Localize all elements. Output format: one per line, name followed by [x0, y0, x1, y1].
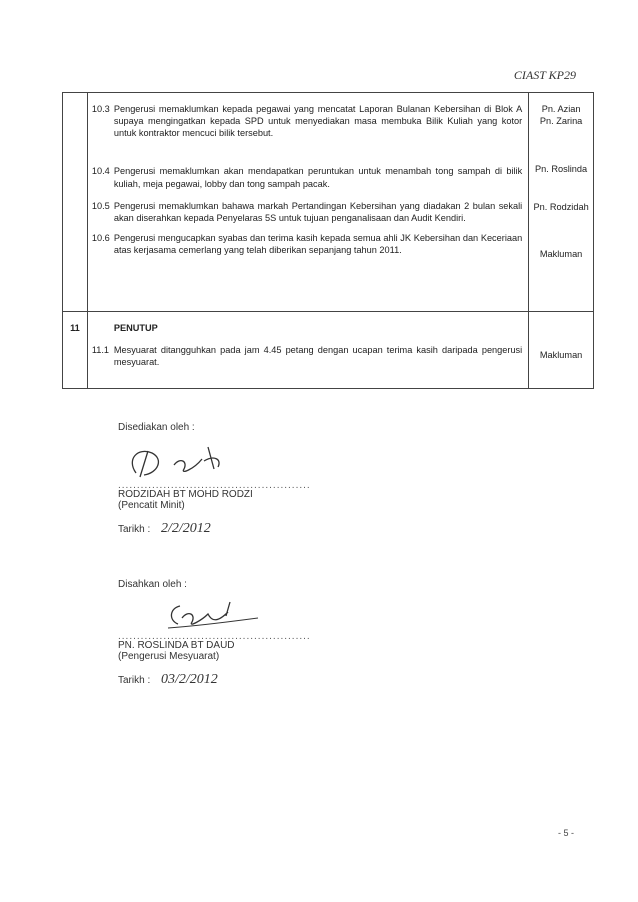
signature-image: [118, 439, 258, 483]
section-title: PENUTUP: [113, 323, 158, 333]
approver-name: PN. ROSLINDA BT DAUD: [118, 640, 235, 651]
minutes-table: [62, 92, 594, 389]
section-number-cell: [63, 312, 88, 389]
prepared-by-block: [118, 422, 311, 537]
list-item: [92, 232, 522, 256]
table-row: [63, 93, 594, 312]
approver-role: (Pengerusi Mesyuarat): [118, 651, 220, 662]
section-number-cell: [63, 93, 88, 312]
preparer-name: RODZIDAH BT MOHD RODZI: [118, 489, 253, 500]
item-number: 10.3: [91, 104, 110, 114]
approver-date-row: [118, 672, 311, 688]
content-cell: [87, 93, 528, 312]
responsible-group: [529, 248, 593, 260]
page-number: - 5 -: [557, 828, 574, 838]
date-label: Tarikh :: [118, 524, 151, 535]
responsible-person: Pn. Roslinda: [535, 164, 588, 175]
responsible-group: [529, 103, 593, 127]
table-row: [63, 312, 594, 389]
preparer-role: (Pencatit Minit): [118, 500, 185, 511]
approver-date: 03/2/2012: [161, 672, 218, 687]
item-text: Pengerusi memaklumkan akan mendapatkan peruntukan untuk menambah tong sampah di bilik kuliah, meja pegawai, lobby dan tong sampah pacak.: [113, 166, 523, 189]
item-number: 10.4: [91, 166, 110, 177]
list-item: [92, 103, 522, 139]
date-label: Tarikh :: [118, 675, 151, 686]
responsible-group: [529, 163, 593, 175]
item-text: Mesyuarat ditangguhkan pada jam 4.45 petang dengan ucapan terima kasih daripada pengerusi mesyuarat.: [113, 345, 523, 368]
list-item: [92, 165, 522, 189]
item-text: Pengerusi mengucapkan syabas dan terima kasih kepada semua ahli JK Kebersihan dan Keceriaan atas kerjasama cemerlang yang telah diberikan sepanjang tahun 2011.: [113, 232, 523, 256]
item-text: Pengerusi memaklumkan kepada pegawai yang mencatat Laporan Bulanan Kebersihan di Blok A supaya mengingatkan kepada SPD untuk menyediakan masa membuka Bilik Kuliah yang kotor untuk kontraktor mencuci bilik tersebut.: [113, 104, 523, 139]
item-number: 10.6: [91, 232, 110, 243]
item-number: 11.1: [91, 345, 110, 356]
responsible-person: Makluman: [539, 350, 583, 360]
person-cell: [529, 93, 594, 312]
responsible-group: [529, 201, 593, 213]
approved-by-label: Disahkan oleh :: [118, 579, 187, 590]
preparer-date-row: [118, 521, 311, 537]
item-text: Pengerusi memaklumkan bahawa markah Pertandingan Kebersihan yang diadakan 2 bulan sekali akan diserahkan kepada Penyelaras 5S untuk tujuan penganalisaan dan Audit Kendiri.: [113, 200, 523, 223]
list-item: [92, 344, 522, 368]
approved-by-block: [118, 579, 311, 688]
preparer-date: 2/2/2012: [161, 521, 211, 536]
section-number: 11: [70, 323, 80, 333]
prepared-by-label: Disediakan oleh :: [118, 422, 195, 433]
responsible-person: Pn. Azian: [541, 104, 581, 114]
responsible-person: Pn. Rodzidah: [533, 202, 589, 213]
document-code: CIAST KP29: [513, 68, 576, 82]
content-cell: [87, 312, 528, 389]
responsible-person: Makluman: [539, 248, 583, 259]
item-number: 10.5: [91, 200, 110, 211]
signature-line: ...................................................: [118, 631, 311, 642]
signature-image: [118, 596, 278, 634]
signature-line: ...................................................: [118, 480, 311, 491]
responsible-person: Pn. Zarina: [539, 116, 583, 127]
list-item: [92, 200, 522, 224]
person-cell: [529, 312, 594, 389]
